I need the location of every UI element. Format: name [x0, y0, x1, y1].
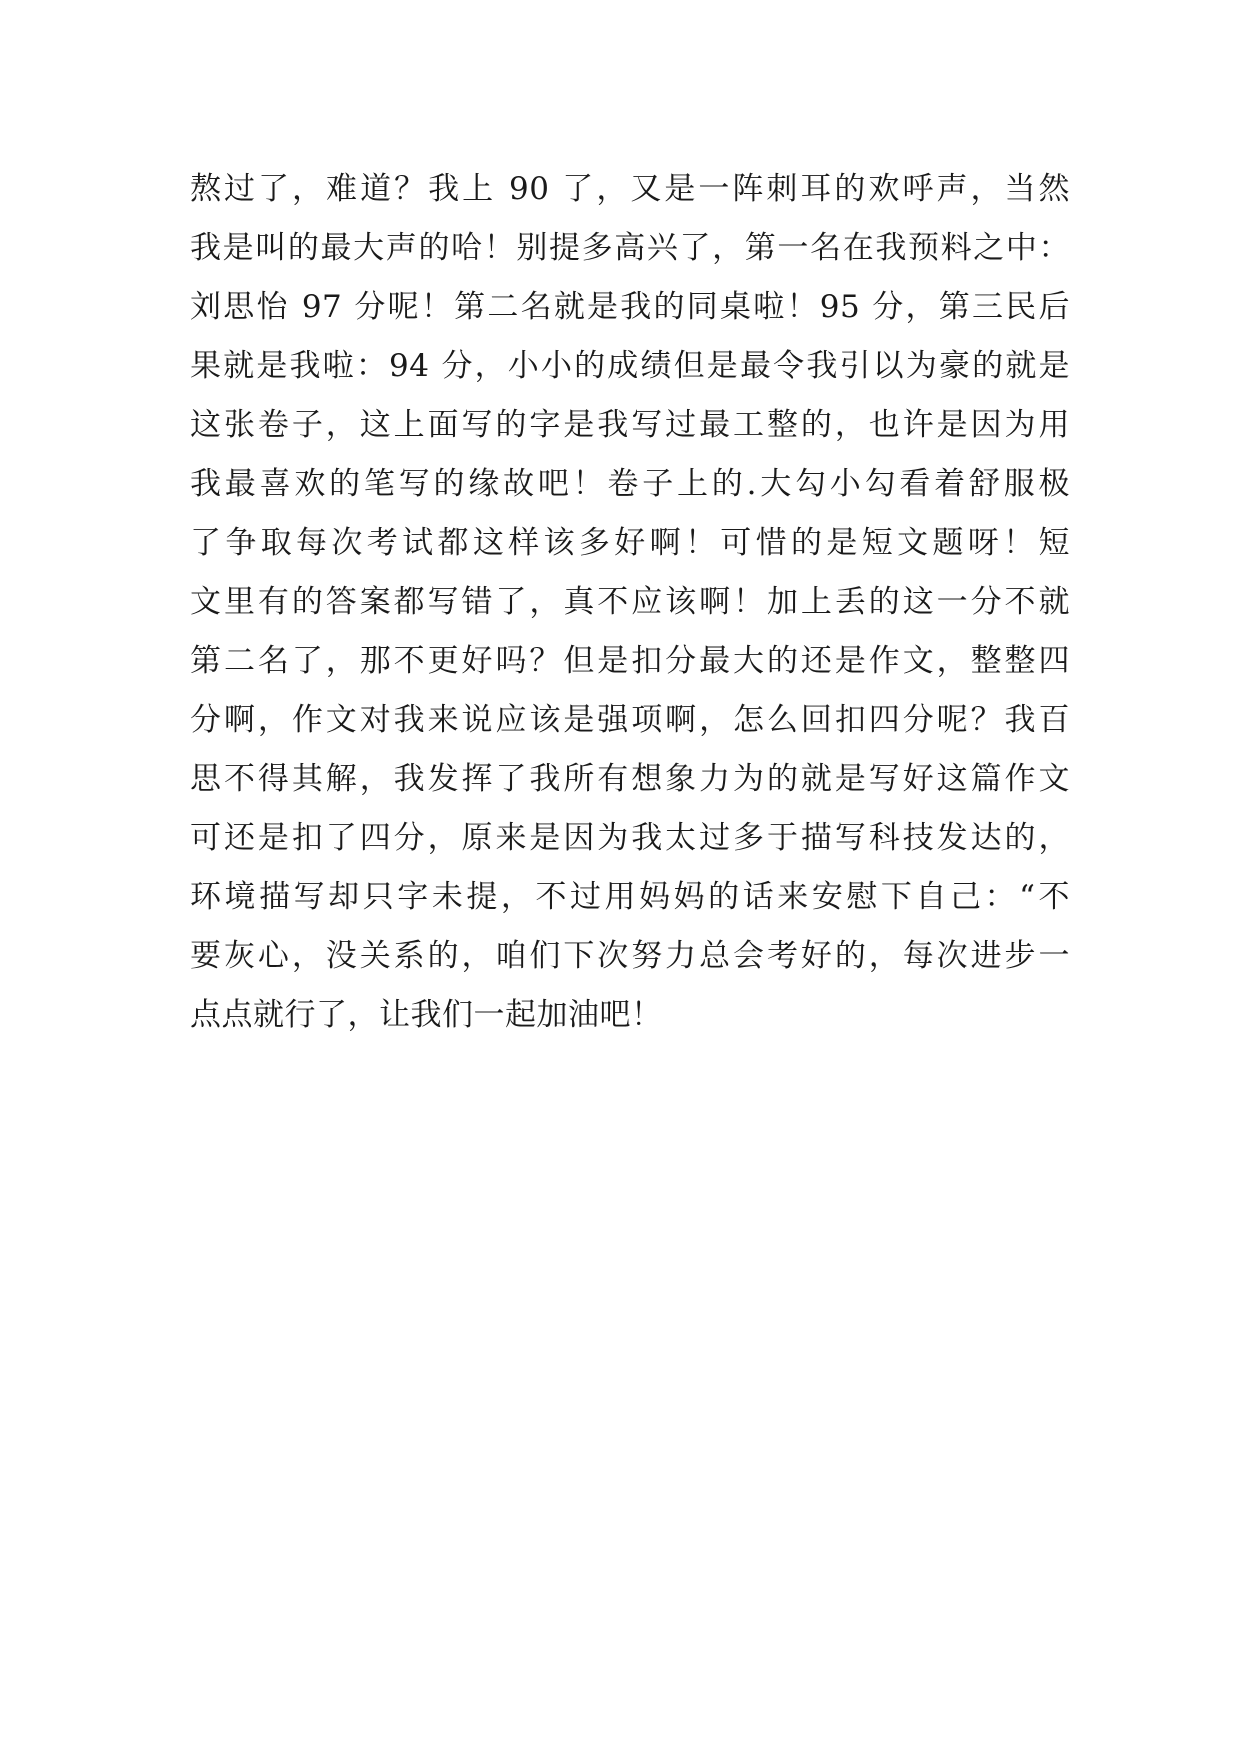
text-line: 熬过了，难道？我上 90 了，又是一阵刺耳的欢呼声，当然: [190, 171, 1070, 207]
text-line: 这张卷子，这上面写的字是我写过最工整的，也许是因为用: [190, 407, 1070, 443]
text-line: 我是叫的最大声的哈！别提多高兴了，第一名在我预料之中：: [190, 230, 1070, 266]
text-line: 我最喜欢的笔写的缘故吧！卷子上的.大勾小勾看着舒服极: [190, 466, 1070, 502]
text-line: 了争取每次考试都这样该多好啊！可惜的是短文题呀！短: [190, 525, 1070, 561]
text-line: 文里有的答案都写错了，真不应该啊！加上丢的这一分不就: [190, 584, 1070, 620]
text-line: 刘思怡 97 分呢！第二名就是我的同桌啦！95 分，第三民后: [190, 289, 1070, 325]
text-line-last: 点点就行了，让我们一起加油吧！: [190, 997, 663, 1033]
text-line: 环境描写却只字未提，不过用妈妈的话来安慰下自己：“不: [190, 879, 1070, 915]
body-paragraph: [190, 160, 1070, 1045]
text-line: 可还是扣了四分，原来是因为我太过多于描写科技发达的，: [190, 820, 1070, 856]
text-line: 分啊，作文对我来说应该是强项啊，怎么回扣四分呢？我百: [190, 702, 1070, 738]
text-line: 果就是我啦：94 分，小小的成绩但是最令我引以为豪的就是: [190, 348, 1070, 384]
text-line: 第二名了，那不更好吗？但是扣分最大的还是作文，整整四: [190, 643, 1070, 679]
text-line: 思不得其解，我发挥了我所有想象力为的就是写好这篇作文: [190, 761, 1070, 797]
text-line: 要灰心，没关系的，咱们下次努力总会考好的，每次进步一: [190, 938, 1070, 974]
